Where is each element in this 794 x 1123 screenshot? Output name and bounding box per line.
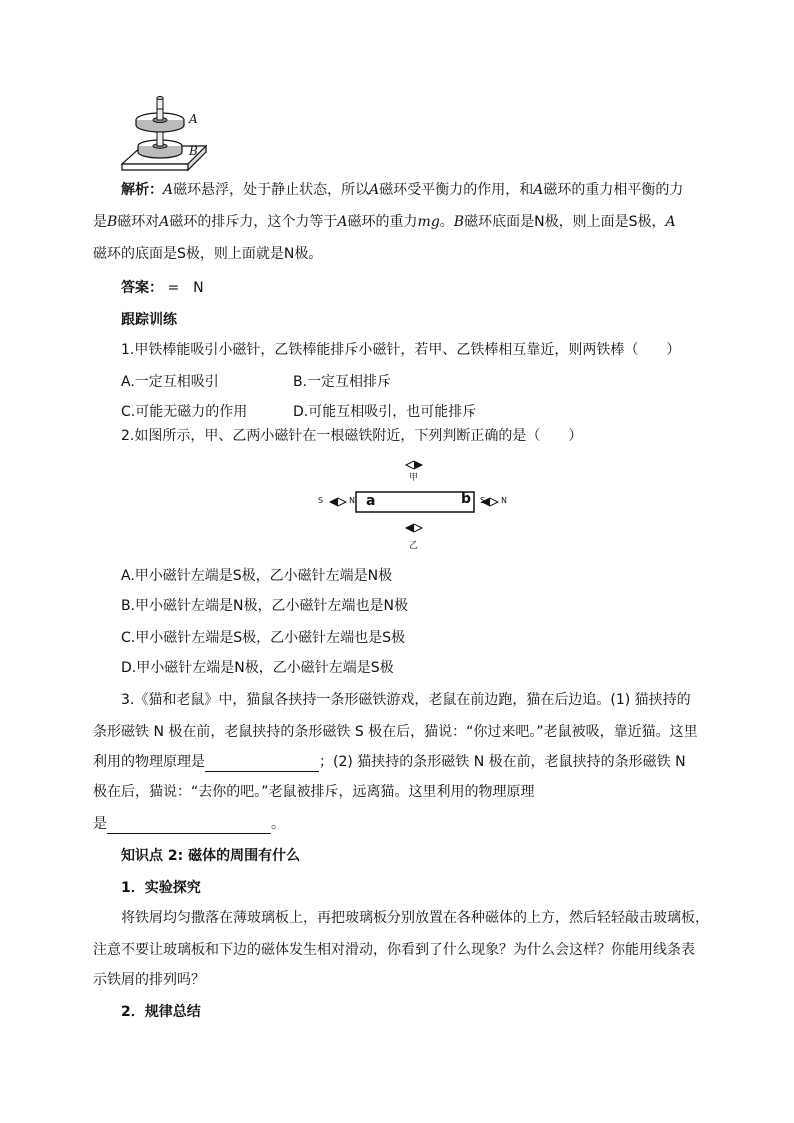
q3-blank-1[interactable] [205, 757, 319, 772]
yi-label: 乙 [409, 541, 419, 551]
kp2-sub2: 2．规律总结 [121, 1004, 201, 1020]
q2-option-d: D.甲小磁针左端是N极，乙小磁针左端是S极 [121, 660, 394, 676]
magnet-rings-figure [118, 94, 210, 172]
q3-line-5: 是 。 [93, 816, 285, 832]
right-needle-n: N [501, 496, 507, 505]
kp2-para-1: 将铁屑均匀撒落在薄玻璃板上，再把玻璃板分别放置在各种磁体的上方，然后轻轻敲击玻璃板， [121, 910, 709, 926]
q3-blank-2[interactable] [107, 819, 271, 834]
analysis-line-2: 是B磁环对A磁环的排斥力，这个力等于A磁环的重力mg。B磁环底面是N极，则上面是S极，A [93, 214, 676, 230]
kp2-sub1: 1．实验探究 [121, 880, 201, 896]
q1-stem: 1.甲铁棒能吸引小磁针，乙铁棒能排斥小磁针，若甲、乙铁棒相互靠近，则两铁棒（ ） [121, 342, 681, 358]
left-needle-s: S [318, 496, 324, 505]
q3-line-1: 3.《猫和老鼠》中，猫鼠各挟持一条形磁铁游戏，老鼠在前边跑，猫在后边追。(1) 猫挟持的 [121, 692, 691, 708]
analysis-label: 解析： [121, 182, 163, 198]
q3-line-2: 条形磁铁 N 极在前，老鼠挟持的条形磁铁 S 极在后，猫说：“你过来吧。”老鼠被吸，靠近猫。这里 [93, 724, 698, 740]
q1-option-a: A.一定互相吸引 [121, 374, 219, 390]
q2-stem: 2.如图所示，甲、乙两小磁针在一根磁铁附近，下列判断正确的是（ ） [121, 428, 583, 444]
q1-option-c: C.可能无磁力的作用 [121, 404, 248, 420]
q1-option-d: D.可能互相吸引，也可能排斥 [293, 404, 477, 420]
kp2-heading: 知识点 2: 磁体的周围有什么 [121, 848, 301, 864]
left-needle-n: N [349, 496, 355, 505]
ring-a-label: A [189, 112, 198, 126]
analysis-line-1: 解析：A磁环悬浮，处于静止状态，所以A磁环受平衡力的作用，和A磁环的重力相平衡的力 [121, 182, 684, 198]
kp2-para-3: 示铁屑的排列吗？ [93, 972, 205, 988]
q2-option-b: B.甲小磁针左端是N极，乙小磁针左端也是N极 [121, 598, 408, 614]
practice-heading: 跟踪训练 [121, 312, 177, 328]
magnet-end-b: b [461, 491, 472, 507]
kp2-para-2: 注意不要让玻璃板和下边的磁体发生相对滑动，你看到了什么现象？为什么会这样？你能用线条表 [93, 942, 695, 958]
q3-line-4: 极在后，猫说：“去你的吧。”老鼠被排斥，远离猫。这里利用的物理原理 [93, 784, 535, 800]
q3-line-3: 利用的物理原理是 ；(2) 猫挟持的条形磁铁 N 极在前，老鼠挟持的条形磁铁 N [93, 754, 686, 770]
analysis-line-3: 磁环的底面是S极，则上面就是N极。 [93, 246, 323, 262]
answer-text: = N [167, 280, 204, 296]
right-needle-s: S [480, 496, 486, 505]
ring-b-label: B [189, 144, 198, 158]
magnet-end-a: a [366, 493, 376, 509]
jia-label: 甲 [409, 473, 419, 483]
q1-option-b: B.一定互相排斥 [293, 374, 392, 390]
q2-option-a: A.甲小磁针左端是S极，乙小磁针左端是N极 [121, 568, 393, 584]
answer-label: 答案： [121, 280, 163, 296]
answer-line [121, 278, 741, 298]
q2-option-c: C.甲小磁针左端是S极，乙小磁针左端也是S极 [121, 630, 405, 646]
